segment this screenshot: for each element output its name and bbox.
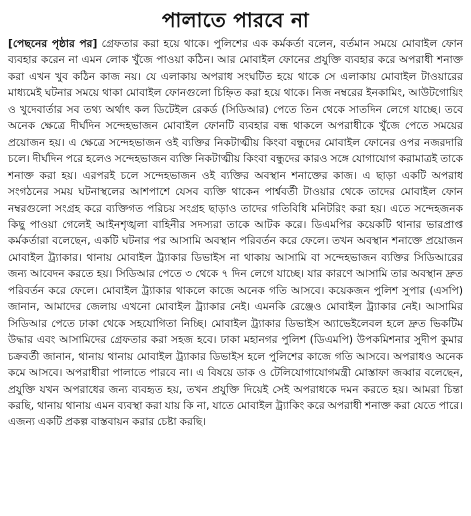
- article-headline: পালাতে পারবে না: [161, 8, 310, 32]
- continued-from-label: [পেছনের পৃষ্ঠার পর]: [8, 38, 98, 50]
- article-body-text: গ্রেফতার করা হয়ে থাকে। পুলিশের এক কর্মকর্তা বলেন, বর্তমান সময়ে মোবাইল ফোন ব্যবহার করেন না এমন লোক খুঁজে পাওয়া কঠিন। আর মোবাইল ফোনের প্রযুক্তি ব্যবহার করে অপরাধী শনাক্ত করা এখন খুব কঠিন কাজ নয়। যে এলাকায় অপরাধ সংঘটিত হয়ে থাকে সে এলাকায় মোবাইল টাওয়ারের মাধ্যমেই ঘটনার সময়ে থাকা মোবাইল ফোনগুলো চিহ্নিত করা হয়ে থাকে। নিজ নম্বরের ইনকামিং, আউটগোয়িং ও খুদেবার্তার সব তথ্য অর্থাৎ কল ডিটেইল রেকর্ড (সিডিআর) পেতে তিন থেকে সাতদিন লেগে যাচ্ছে। তবে অনেক ক্ষেত্রে দীর্ঘদিন সন্দেহভাজন মোবাইল ফোনটি ব্যবহার বন্ধ থাকলে অপরাধীকে খুঁজে পেতে সময়ের প্রয়োজন হয়। এ ক্ষেত্রে সন্দেহভাজন ওই ব্যক্তির নিকটাত্মীয় কিংবা বন্ধুদের মোবাইল ফোনের ওপর নজরদারি চলে। দীর্ঘদিন পরে হলেও সন্দেহভাজন ব্যক্তি নিকটাত্মীয় কিংবা বন্ধুদের কারও সঙ্গে যোগাযোগ করামাত্রই তাকে শনাক্ত করা হয়। এরপরই চলে সন্দেহভাজন ওই ব্যক্তির অবস্থান শনাক্তের কাজ। এ ছাড়া একটি অপরাধ সংগঠনের সময় ঘটনাস্থলের আশপাশে যেসব ব্যক্তি থাকেন পার্শ্ববর্তী টাওয়ার থেকে তাদের মোবাইল ফোন নম্বরগুলো সংগ্রহ করে ব্যক্তিগত পরিচয় সংগ্রহ ছাড়াও তাদের গতিবিধি মনিটরিং করা হয়। এতে সন্দেহজনক কিছু পাওয়া গেলেই আইনশৃঙ্খলা বাহিনীর সদস্যরা তাকে আটক করে। ডিএমপির কয়েকটি থানার ভারপ্রাপ্ত কর্মকর্তারা বলেছেন, একটি ঘটনার পর আসামি অবস্থান পরিবর্তন করে ফেলে। তখন অবস্থান শনাক্তে প্রয়োজন মোবাইল ট্র্যাকার। থানায় মোবাইল ট্র্যাকার ডিভাইস না থাকায় আসামি বা সন্দেহভাজন ব্যক্তির সিডিআরের জন্য আবেদন করতে হয়। সিডিআর পেতে ৩ থেকে ৭ দিন লেগে যাচ্ছে। যার কারণে আসামি তার অবস্থান দ্রুত পরিবর্তন করে ফেলে। মোবাইল ট্র্যাকার থাকলে কাজে অনেক গতি আসবে। কয়েকজন পুলিশ সুপার (এসপি) জানান, আমাদের জেলায় এখনো মোবাইল ট্র্যাকার নেই। এমনকি রেঞ্জেও মোবাইল ট্র্যাকার নেই। আসামির সিডিআর পেতে ঢাকা থেকে সহযোগিতা নিচ্ছি। মোবাইল ট্র্যাকার ডিভাইস অ্যাভেইলেবল হলে দ্রুত ভিকটিম উদ্ধার এবং আসামিদের গ্রেফতার করা সহজ হবে। ঢাকা মহানগর পুলিশ (ডিএমপি) উপকমিশনার সুদীপ কুমার চক্রবর্তী জানান, থানায় থানায় মোবাইল ট্র্যাকার ডিভাইস হলে পুলিশের কাজে গতি আসবে। অপরাধও অনেক কমে আসবে। অপরাধীরা পালাতে পারবে না। এ বিষয়ে ডাক ও টেলিযোগাযোগমন্ত্রী মোস্তাফা জব্বার বলেছেন, প্রযুক্তি যখন অপরাধের জন্য ব্যবহৃত হয়, তখন প্রযুক্তি দিয়েই সেই অপরাধকে দমন করতে হয়। আমরা চিন্তা করছি, থানায় থানায় এমন ব্যবস্থা করা যায় কি না, যাতে মোবাইল ট্র্যাকিং করে অপরাধী শনাক্ত করা যেতে পারে। এজন্য একটি প্রকল্প বাস্তবায়ন করার চেষ্টা করছি।: [8, 38, 463, 429]
- article-body: [8, 36, 463, 431]
